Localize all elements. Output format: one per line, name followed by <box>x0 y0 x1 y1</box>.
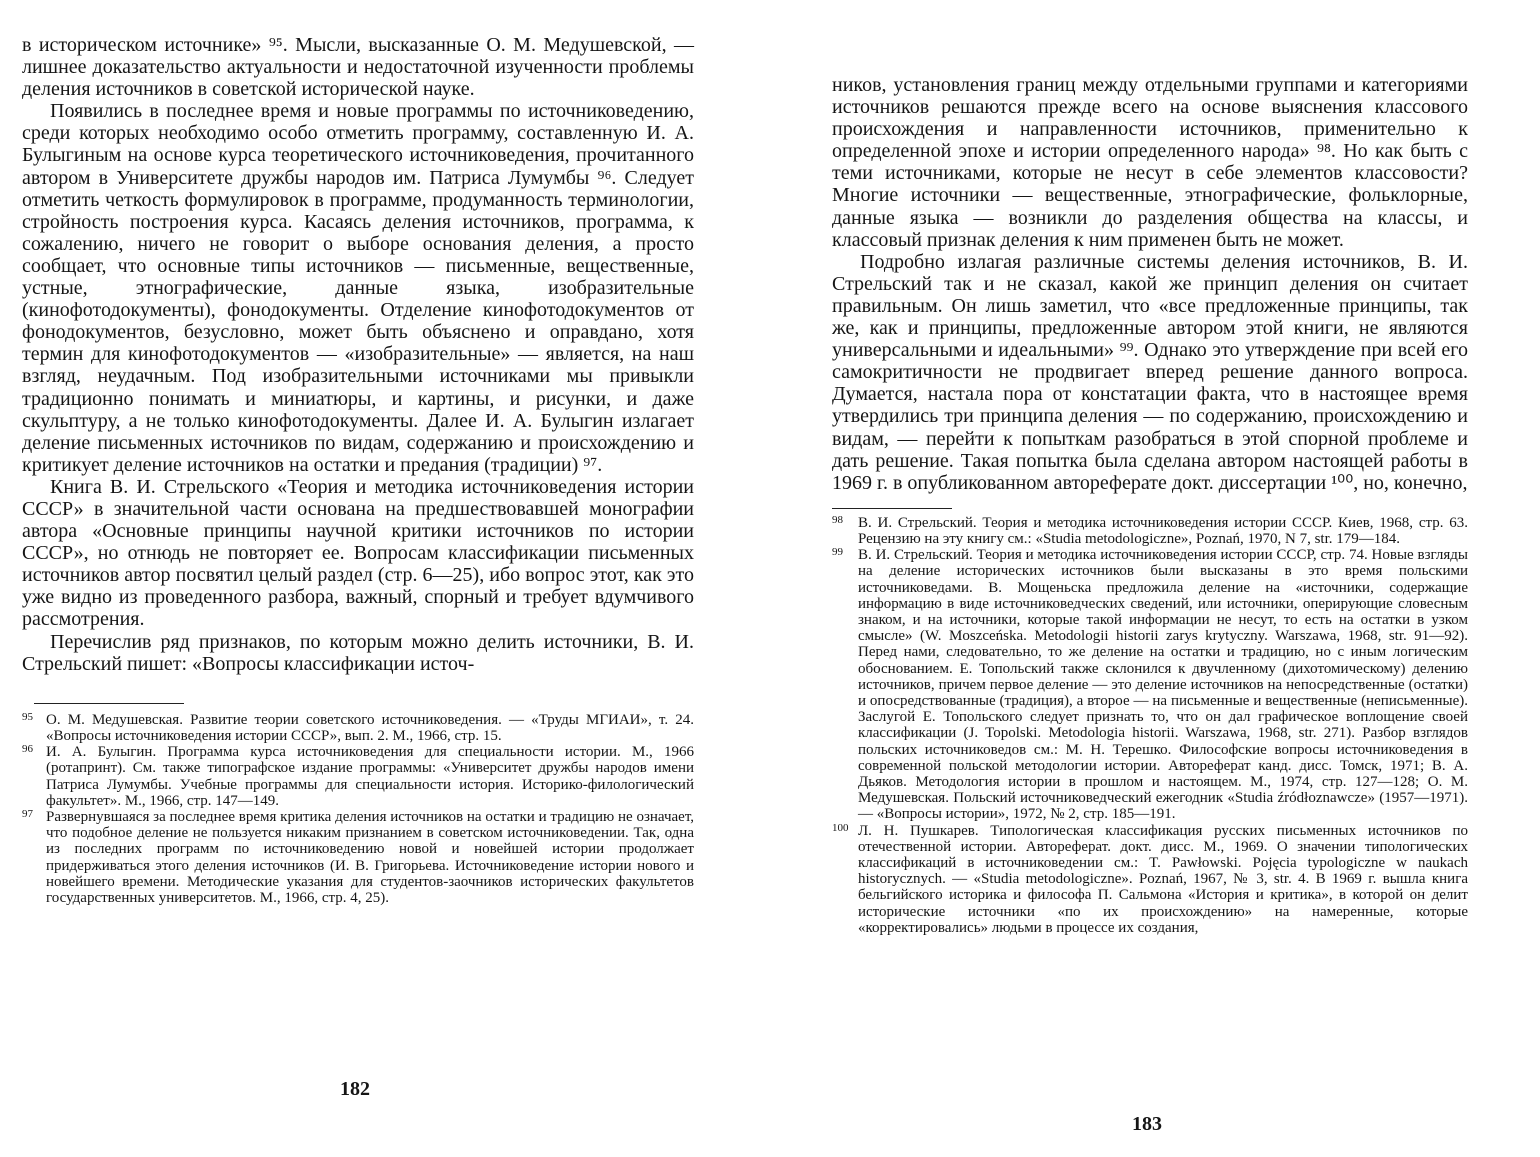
footnote <box>832 547 1468 822</box>
paragraph: в историческом источнике» ⁹⁵. Мысли, высказанные О. М. Медушевской, — лишнее доказательство актуальности и недостаточной изученности проблемы деления источников в советской исторической науке. <box>22 34 694 101</box>
footnote-text: О. М. Медушевская. Развитие теории советского источниковедения. — «Труды МГИАИ», т. 24. «Вопросы источниковедения истории СССР», вып. 2. М., 1966, стр. 15. <box>46 711 694 744</box>
paragraph: Перечислив ряд признаков, по которым можно делить источники, В. И. Стрельский пишет: «Вопросы классификации источ- <box>22 630 694 675</box>
footnote <box>832 515 1468 547</box>
paragraph: Подробно излагая различные системы деления источников, В. И. Стрельский так и не сказал, какой же принцип деления он считает правильным. Он лишь заметил, что «все предложенные принципы, так же, как и принципы, предложенные автором этой книги, не являются универсальными и идеальными» ⁹⁹. Однако это утверждение при всей его самокритичности не продвигает вперед решение данного вопроса. Думается, настала пора от констатации факта, что в настоящее время утвердились три принципа деления — по содержанию, происхождению и видам, — перейти к попыткам разобраться в этой спорной проблеме и дать решение. Такая попытка была сделана автором настоящей работы в 1969 г. в опубликованном автореферате докт. диссертации ¹⁰⁰, но, конечно, <box>832 250 1468 494</box>
right-page <box>832 74 1468 936</box>
right-body-text <box>832 74 1468 494</box>
footnote-text: И. А. Булыгин. Программа курса источниковедения для специальности истории. М., 1966 (ротапринт). См. также типографское издание программы: «Университет дружбы народов имени Патриса Лумумбы. Учебные программы для специальности история. Историко-филологический факультет». М., 1966, стр. 147—149. <box>46 744 694 809</box>
footnote-number: 95 <box>22 710 33 723</box>
footnote-separator <box>832 508 952 509</box>
footnote <box>832 823 1468 936</box>
footnote-number: 100 <box>832 821 849 834</box>
footnote-separator <box>34 703 184 704</box>
page-number: 183 <box>1132 1113 1162 1135</box>
footnote-text: В. И. Стрельский. Теория и методика источниковедения истории СССР. Киев, 1968, стр. 63. Рецензию на эту книгу см.: «Studia metodologiczne», Poznań, 1970, N 7, str. 179—184. <box>858 514 1468 547</box>
footnote <box>22 744 694 809</box>
paragraph: Появились в последнее время и новые программы по источниковедению, среди которых необходимо особо отметить программу, составленную И. А. Булыгиным на основе курса теоретического источниковедения, прочитанного автором в Университете дружбы народов им. Патриса Лумумбы ⁹⁶. Следует отметить четкость формулировок в программе, продуманность терминологии, стройность построения курса. Касаясь деления источников, программа, к сожалению, ничего не говорит о выборе основания деления, а просто сообщает, что основные типы источников — письменные, вещественные, устные, этнографические, данные языка, изобразительные (кинофотодокументы), фонодокументы. Отделение кинофотодокументов от фонодокументов, безусловно, может быть объяснено и оправдано, хотя термин для кинофотодокументов — «изобразительные» — является, на наш взгляд, неудачным. Под изобразительными источниками мы привыкли традиционно понимать и миниатюры, и картины, и рисунки, и даже скульптуру, а не только кинофотодокументы. Далее И. А. Булыгин излагает деление письменных источников по видам, содержанию и происхождению и критикует деление источников на остатки и предания (традиции) ⁹⁷. <box>22 100 694 476</box>
paragraph: Книга В. И. Стрельского «Теория и методика источниковедения истории СССР» в значительной части основана на предшествовавшей монографии автора «Основные принципы научной критики источников по истории СССР», но отнюдь не повторяет ее. Вопросам классификации письменных источников автор посвятил целый раздел (стр. 6—25), ибо вопрос этот, как это уже видно из проведенного разбора, важный, спорный и требует вдумчивого рассмотрения. <box>22 475 694 631</box>
footnote <box>22 712 694 744</box>
page-number: 182 <box>340 1078 370 1100</box>
left-page <box>22 34 694 906</box>
left-footnotes <box>22 712 694 906</box>
paragraph: ников, установления границ между отдельными группами и категориями источников решаются прежде всего на основе выяснения классового происхождения и направленности источников, применительно к определенной эпохе и истории определенного народа» ⁹⁸. Но как быть с теми источниками, которые не несут в себе элементов классовости? Многие источники — вещественные, этнографические, фольклорные, данные языка — возникли до разделения общества на классы, и классовый признак деления к ним применен быть не может. <box>832 74 1468 251</box>
footnote-text: Развернувшаяся за последнее время критика деления источников на остатки и традицию не означает, что подобное деление не пользуется никаким признанием в советском источниковедении. Так, одна из последних программ по источниковедению новой и новейшей истории продолжает придерживаться этого деления источников (И. В. Григорьева. Источниковедение истории нового и новейшего времени. Методические указания для студентов-заочников исторических факультетов государственных университетов. М., 1966, стр. 4, 25). <box>46 808 694 906</box>
footnote-number: 96 <box>22 743 33 756</box>
footnote <box>22 809 694 906</box>
footnote-text: Л. Н. Пушкарев. Типологическая классификация русских письменных источников по отечественной истории. Автореферат. докт. дисс. М., 1969. О значении типологических классификаций в источниковедении см.: T. Pawłowski. Pojęcia typologiczne w naukach historycznych. — «Studia metodologiczne». Poznań, 1967, № 3, str. 4. В 1969 г. вышла книга бельгийского историка и философа П. Сальмона «История и критика», в которой он делит исторические источники «по их происхождению» на намеренные, которые «корректировались» людьми в процессе их создания, <box>858 822 1468 936</box>
footnote-text: В. И. Стрельский. Теория и методика источниковедения истории СССР, стр. 74. Новые взгляды на деление исторических источников были высказаны в это время польскими источниковедами. В. Мощеньска предложила деление на «источники, содержащие информацию в виде источниковедческих сведений, или источники, оперирующие словесным знаком, и на источники, которые такой информации не несут, то есть на остатки в узком смысле» (W. Moszceńska. Metodologii historii zarys krytyczny. Warszawa, 1968, str. 91—92). Перед нами, следовательно, то же деление на остатки и традицию, но с иным логическим обоснованием. Е. Топольский также склонился к двучленному (дихотомическому) делению источников, причем первое деление — это деление источников на непосредственные (остатки) и опосредствованные (традиция), а второе — на письменные и вещественные (неписьменные). Заслугой Е. Топольского следует признать то, что он дал графическое воплощение своей классификации (J. Topolski. Metodologia historii. Warszawa, 1968, str. 271). Разбор взглядов польских источниковедов см.: М. Н. Терешко. Философские вопросы источниковедения в современной польской методологии истории. Автореферат канд. дисс. Томск, 1971; В. А. Дьяков. Методология истории в прошлом и настоящем. М., 1974, стр. 127—128; О. М. Медушевская. Польский источниковедческий ежегодник «Studia źródłoznawcze» (1957—1971). — «Вопросы истории», 1972, № 2, стр. 185—191. <box>858 547 1468 823</box>
left-body-text <box>22 34 694 675</box>
footnote-number: 97 <box>22 807 33 820</box>
right-footnotes <box>832 515 1468 936</box>
footnote-number: 99 <box>832 546 843 559</box>
footnote-number: 98 <box>832 513 843 526</box>
